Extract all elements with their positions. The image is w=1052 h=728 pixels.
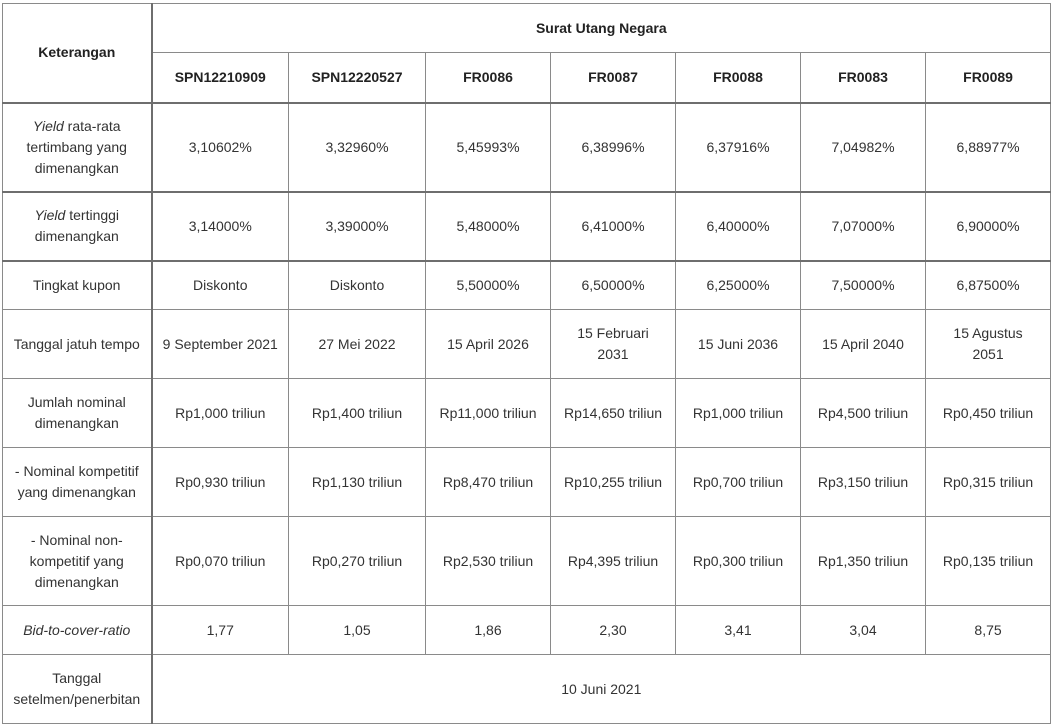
sun-auction-results-table: [2, 3, 1051, 724]
table-cell: 5,45993%: [426, 103, 551, 192]
table-cell: Rp0,450 triliun: [926, 379, 1051, 448]
row-label-rest: rata-rata tertimbang yang dimenangkan: [26, 117, 127, 176]
table-cell: Rp2,530 triliun: [426, 517, 551, 606]
header-series-4: FR0087: [551, 53, 676, 103]
table-cell: 3,32960%: [289, 103, 426, 192]
settlement-date: 10 Juni 2021: [152, 655, 1051, 724]
table-cell: 6,40000%: [676, 192, 801, 261]
table-cell: 6,25000%: [676, 261, 801, 310]
row-label: Tanggal jatuh tempo: [3, 310, 152, 379]
table-cell: 6,37916%: [676, 103, 801, 192]
table-cell: 6,50000%: [551, 261, 676, 310]
table-row: [3, 606, 1051, 655]
table-cell: Rp4,500 triliun: [801, 379, 926, 448]
table-cell: Rp10,255 triliun: [551, 448, 676, 517]
table-row: [3, 310, 1051, 379]
table-cell: 1,86: [426, 606, 551, 655]
table-cell: 15 April 2026: [426, 310, 551, 379]
row-label-rest: tertinggi dimenangkan: [34, 207, 120, 244]
table-cell: 7,07000%: [801, 192, 926, 261]
row-label: Tingkat kupon: [3, 261, 152, 310]
table-cell: 6,88977%: [926, 103, 1051, 192]
table-cell: 3,10602%: [152, 103, 289, 192]
row-label: - Nominal kompetitif yang dimenangkan: [3, 448, 152, 517]
table-cell: 3,39000%: [289, 192, 426, 261]
table-cell: Rp1,000 triliun: [676, 379, 801, 448]
table-cell: 15 April 2040: [801, 310, 926, 379]
table-cell: Rp14,650 triliun: [551, 379, 676, 448]
table-cell: Rp1,130 triliun: [289, 448, 426, 517]
table-cell: 7,50000%: [801, 261, 926, 310]
row-label: Jumlah nominal dimenangkan: [3, 379, 152, 448]
header-series-3: FR0086: [426, 53, 551, 103]
row-label: [3, 103, 152, 192]
table-cell: 3,04: [801, 606, 926, 655]
table-cell: Rp0,930 triliun: [152, 448, 289, 517]
table-cell: 6,38996%: [551, 103, 676, 192]
table-cell: Rp0,270 triliun: [289, 517, 426, 606]
table-cell: Rp1,400 triliun: [289, 379, 426, 448]
table-cell: Diskonto: [289, 261, 426, 310]
table-row: [3, 379, 1051, 448]
header-keterangan: Keterangan: [3, 4, 152, 103]
table-cell: Rp8,470 triliun: [426, 448, 551, 517]
table-cell: Rp3,150 triliun: [801, 448, 926, 517]
table-cell: Rp0,070 triliun: [152, 517, 289, 606]
table-cell: 5,48000%: [426, 192, 551, 261]
table-cell: 27 Mei 2022: [289, 310, 426, 379]
table-cell: Rp1,350 triliun: [801, 517, 926, 606]
header-series-2: SPN12220527: [289, 53, 426, 103]
table-cell: 3,14000%: [152, 192, 289, 261]
row-label: [3, 192, 152, 261]
row-label-italic: Yield: [34, 207, 66, 223]
table-cell: 7,04982%: [801, 103, 926, 192]
row-label: Bid-to-cover-ratio: [3, 606, 152, 655]
table-cell: 1,05: [289, 606, 426, 655]
table-cell: 6,41000%: [551, 192, 676, 261]
table-row: [3, 517, 1051, 606]
table-row: [3, 103, 1051, 192]
table-cell: Rp1,000 triliun: [152, 379, 289, 448]
row-label: - Nominal non-kompetitif yang dimenangkan: [3, 517, 152, 606]
table-cell: Rp0,135 triliun: [926, 517, 1051, 606]
table-cell: 1,77: [152, 606, 289, 655]
table-cell: 15 Agustus 2051: [926, 310, 1051, 379]
table-cell: 6,90000%: [926, 192, 1051, 261]
table-cell: 9 September 2021: [152, 310, 289, 379]
table-cell: 6,87500%: [926, 261, 1051, 310]
table-row: [3, 261, 1051, 310]
table-cell: 5,50000%: [426, 261, 551, 310]
header-series-1: SPN12210909: [152, 53, 289, 103]
table-cell: 2,30: [551, 606, 676, 655]
table-row: [3, 448, 1051, 517]
header-series-6: FR0083: [801, 53, 926, 103]
header-series-5: FR0088: [676, 53, 801, 103]
row-label-italic: Yield: [32, 117, 64, 134]
table-cell: Diskonto: [152, 261, 289, 310]
table-cell: 3,41: [676, 606, 801, 655]
table-cell: Rp11,000 triliun: [426, 379, 551, 448]
table-cell: 8,75: [926, 606, 1051, 655]
table-cell: 15 Februari 2031: [551, 310, 676, 379]
table-cell: Rp0,315 triliun: [926, 448, 1051, 517]
table-row: [3, 655, 1051, 724]
table-cell: Rp0,700 triliun: [676, 448, 801, 517]
header-group-title: Surat Utang Negara: [152, 4, 1051, 53]
table-cell: Rp4,395 triliun: [551, 517, 676, 606]
table-cell: 15 Juni 2036: [676, 310, 801, 379]
table-row: [3, 192, 1051, 261]
table-cell: Rp0,300 triliun: [676, 517, 801, 606]
header-series-7: FR0089: [926, 53, 1051, 103]
row-label: Tanggal setelmen/penerbitan: [3, 655, 152, 724]
